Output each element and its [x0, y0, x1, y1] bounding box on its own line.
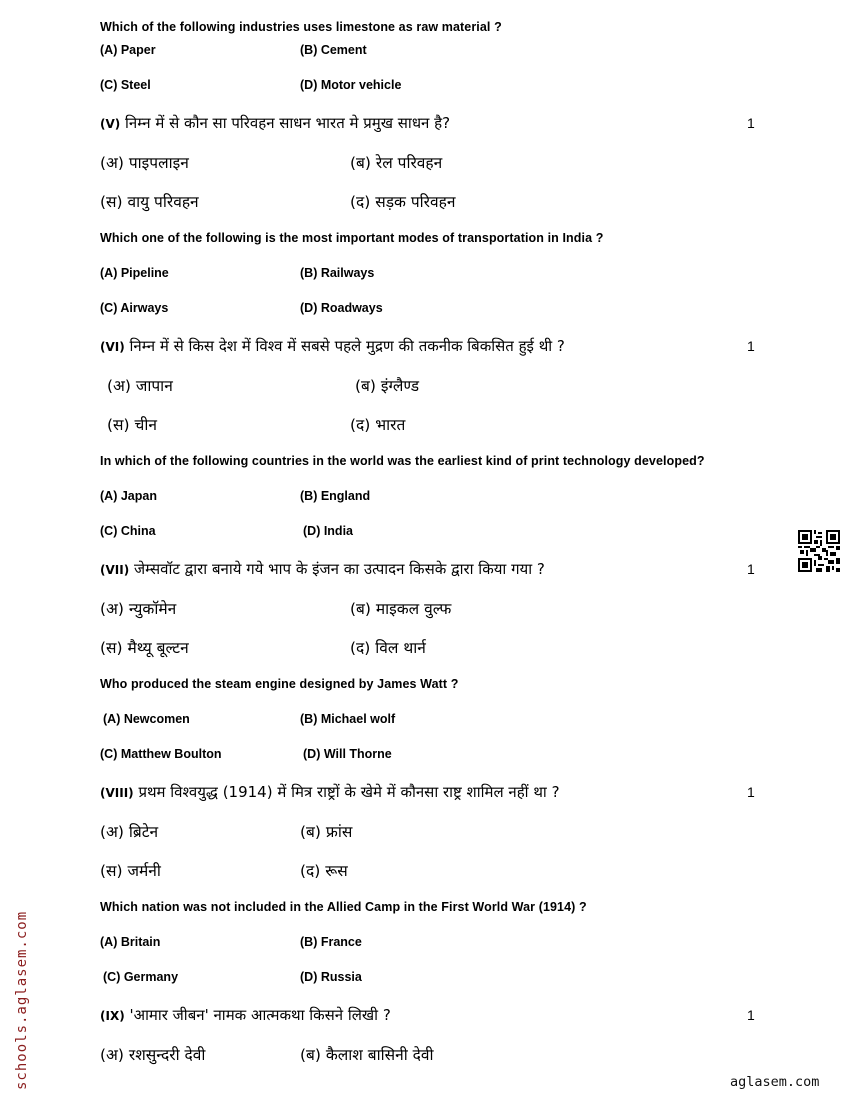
option-hindi-c: (स) वायु परिवहन [100, 193, 199, 211]
question-english-text: Which of the following industries uses limestone as raw material ? [100, 20, 502, 34]
question-hindi-text [100, 782, 560, 802]
question-hindi-body: जेम्सवॉट द्वारा बनाये गये भाप के इंजन का उत्पादन किसके द्वारा किया गया ? [133, 560, 545, 578]
option-a: (A) Japan [100, 489, 157, 503]
option-hindi-a: (अ) पाइपलाइन [100, 154, 189, 172]
question-number: (IX) [100, 1009, 125, 1023]
option-c: (C) Matthew Boulton [100, 747, 222, 761]
option-c: (C) Steel [100, 78, 151, 92]
question-hindi-text [100, 113, 450, 133]
question-hindi-body: 'आमार जीबन' नामक आत्मकथा किसने लिखी ? [129, 1006, 391, 1024]
option-hindi-a: (अ) जापान [107, 377, 173, 395]
side-watermark: schools.aglasem.com [14, 910, 30, 1090]
question-english-text: Which nation was not included in the Allied Camp in the First World War (1914) ? [100, 900, 587, 914]
option-hindi-c: (स) जर्मनी [100, 862, 161, 880]
option-a: (A) Paper [100, 43, 156, 57]
question-hindi-body: निम्न में से कौन सा परिवहन साधन भारत मे प्रमुख साधन है? [125, 114, 451, 132]
option-hindi-c: (स) चीन [107, 416, 157, 434]
option-c: (C) Germany [103, 970, 179, 984]
option-hindi-b: (ब) माइकल वुल्फ [350, 600, 452, 618]
option-d: (D) Russia [300, 970, 362, 984]
question-hindi-text [100, 1005, 391, 1025]
question-english-text: Who produced the steam engine designed by James Watt ? [100, 677, 459, 691]
option-d: (D) Motor vehicle [300, 78, 402, 92]
option-b: (B) Railways [300, 266, 375, 280]
option-b: (B) Cement [300, 43, 367, 57]
option-b: (B) England [300, 489, 371, 503]
option-c: (C) Airways [100, 301, 169, 315]
option-hindi-c: (स) मैथ्यू बूल्टन [100, 639, 189, 657]
option-b: (B) Michael wolf [300, 712, 396, 726]
question-marks: 1 [747, 115, 755, 131]
option-hindi-b: (ब) रेल परिवहन [350, 154, 443, 172]
option-a: (A) Britain [100, 935, 161, 949]
option-hindi-a: (अ) ब्रिटेन [100, 823, 159, 841]
option-d: (D) India [303, 524, 353, 538]
option-hindi-b: (ब) इंग्लैण्ड [355, 377, 420, 395]
option-b: (B) France [300, 935, 362, 949]
option-hindi-d: (द) रूस [300, 862, 348, 880]
question-number: (VII) [100, 563, 130, 577]
option-a: (A) Newcomen [103, 712, 190, 726]
question-english-text: Which one of the following is the most important modes of transportation in India ? [100, 231, 604, 245]
question-hindi-text [100, 559, 545, 579]
option-c: (C) China [100, 524, 156, 538]
question-number: (V) [100, 117, 121, 131]
question-marks: 1 [747, 338, 755, 354]
option-hindi-a: (अ) रशसुन्दरी देवी [100, 1046, 206, 1064]
qr-code-icon [798, 530, 840, 572]
question-marks: 1 [747, 784, 755, 800]
footer-watermark: aglasem.com [730, 1074, 820, 1090]
option-hindi-a: (अ) न्युकॉमेन [100, 600, 177, 618]
option-hindi-b: (ब) कैलाश बासिनी देवी [300, 1046, 434, 1064]
option-hindi-d: (द) भारत [350, 416, 406, 434]
question-hindi-body: प्रथम विश्वयुद्ध (1914) में मित्र राष्ट्रों के खेमे में कौनसा राष्ट्र शामिल नहीं था ? [138, 783, 560, 801]
question-hindi-body: निम्न में से किस देश में विश्व में सबसे पहले मुद्रण की तकनीक बिकसित हुई थी ? [129, 337, 565, 355]
question-marks: 1 [747, 561, 755, 577]
question-number: (VIII) [100, 786, 134, 800]
option-hindi-d: (द) विल थार्न [350, 639, 426, 657]
option-a: (A) Pipeline [100, 266, 169, 280]
question-english-text: In which of the following countries in the world was the earliest kind of print technology developed? [100, 454, 705, 468]
question-number: (VI) [100, 340, 125, 354]
option-hindi-d: (द) सड़क परिवहन [350, 193, 456, 211]
option-d: (D) Will Thorne [303, 747, 392, 761]
option-hindi-b: (ब) फ्रांस [300, 823, 353, 841]
question-hindi-text [100, 336, 565, 356]
option-d: (D) Roadways [300, 301, 383, 315]
question-marks: 1 [747, 1007, 755, 1023]
